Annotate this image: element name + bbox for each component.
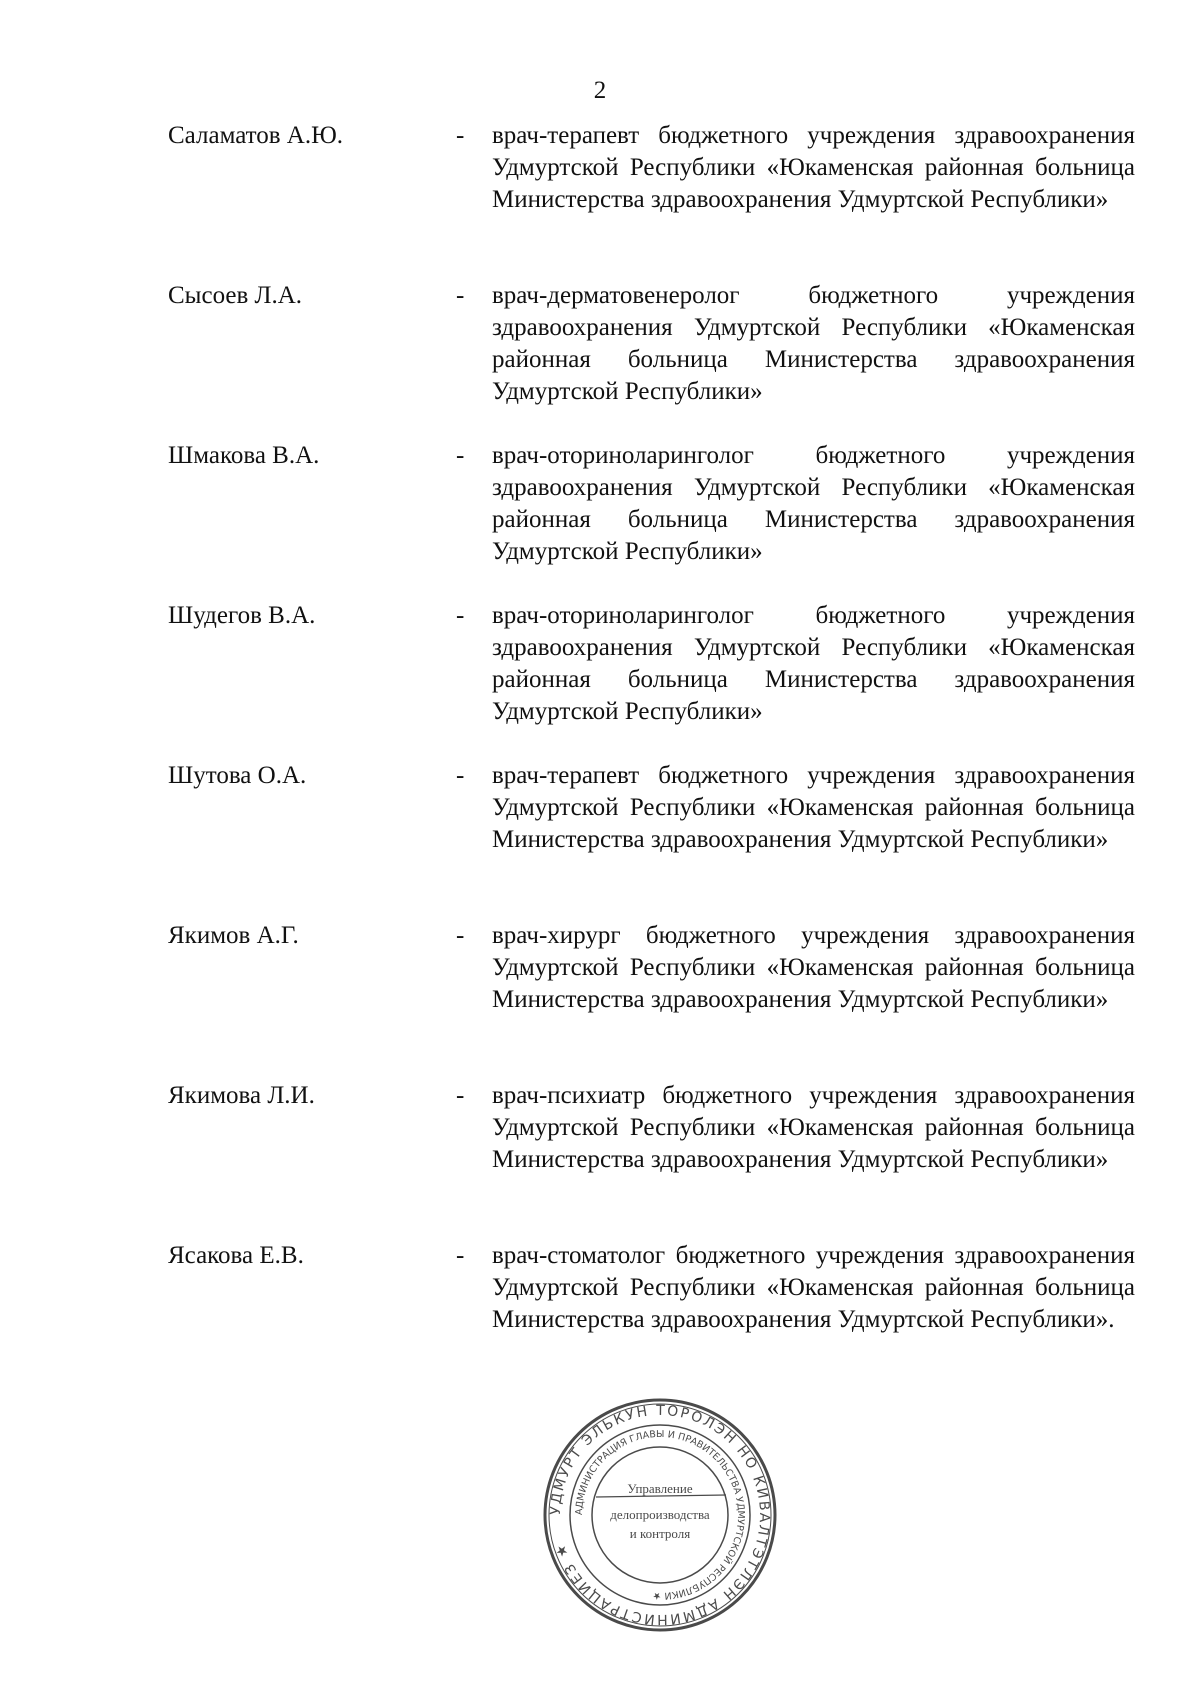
entry-list — [0, 120, 1200, 1400]
list-item — [0, 920, 1200, 1080]
list-item — [0, 1240, 1200, 1400]
list-item — [0, 1080, 1200, 1240]
separator-dash: - — [456, 1082, 465, 1109]
list-item — [0, 440, 1200, 600]
person-name: Шмакова В.А. — [168, 442, 320, 469]
person-name: Ясакова Е.В. — [168, 1242, 304, 1269]
person-name: Шутова О.А. — [168, 762, 307, 789]
position-description: врач-стоматолог бюджетного учреждения здравоохранения Удмуртской Республики «Юкаменская районная больница Министерства здравоохранения Удмуртской Республики». — [492, 1242, 1135, 1333]
person-name: Сысоев Л.А. — [168, 282, 303, 309]
stamp-center-line2: делопроизводства — [610, 1507, 710, 1522]
position-description: врач-терапевт бюджетного учреждения здравоохранения Удмуртской Республики «Юкаменская районная больница Министерства здравоохранения Удмуртской Республики» — [492, 762, 1135, 853]
person-name: Якимова Л.И. — [168, 1082, 315, 1109]
separator-dash: - — [456, 602, 465, 629]
person-name: Якимов А.Г. — [168, 922, 299, 949]
stamp-inner-textpath: АДМИНИСТРАЦИЯ ГЛАВЫ И ПРАВИТЕЛЬСТВА УДМУРТСКОЙ РЕСПУБЛИКИ ★ — [573, 1428, 747, 1602]
position-description: врач-дерматовенеролог бюджетного учреждения здравоохранения Удмуртской Республики «Юкаменская районная больница Министерства здравоохранения Удмуртской Республики» — [492, 282, 1135, 405]
stamp-seal-icon — [540, 1395, 780, 1635]
position-description: врач-оториноларинголог бюджетного учреждения здравоохранения Удмуртской Республики «Юкаменская районная больница Министерства здравоохранения Удмуртской Республики» — [492, 442, 1135, 565]
position-description: врач-психиатр бюджетного учреждения здравоохранения Удмуртской Республики «Юкаменская районная больница Министерства здравоохранения Удмуртской Республики» — [492, 1082, 1135, 1173]
separator-dash: - — [456, 442, 465, 469]
stamp-center-line1: Управление — [627, 1481, 693, 1496]
position-description: врач-терапевт бюджетного учреждения здравоохранения Удмуртской Республики «Юкаменская районная больница Министерства здравоохранения Удмуртской Республики» — [492, 122, 1135, 213]
list-item — [0, 600, 1200, 760]
separator-dash: - — [456, 122, 465, 149]
stamp-outer-textpath: УДМУРТ ЭЛЬКУН ТОРОЛЭН НО КИВАЛТЭТЛЭН АДМИНИСТРАЦИЕЗ ★ — [547, 1402, 773, 1628]
position-description: врач-оториноларинголог бюджетного учреждения здравоохранения Удмуртской Республики «Юкаменская районная больница Министерства здравоохранения Удмуртской Республики» — [492, 602, 1135, 725]
separator-dash: - — [456, 1242, 465, 1269]
page-number: 2 — [593, 77, 607, 104]
position-description: врач-хирург бюджетного учреждения здравоохранения Удмуртской Республики «Юкаменская районная больница Министерства здравоохранения Удмуртской Республики» — [492, 922, 1135, 1013]
person-name: Шудегов В.А. — [168, 602, 316, 629]
separator-dash: - — [456, 922, 465, 949]
separator-dash: - — [456, 762, 465, 789]
person-name: Саламатов А.Ю. — [168, 122, 344, 149]
official-stamp — [540, 1395, 780, 1635]
list-item — [0, 760, 1200, 920]
separator-dash: - — [456, 282, 465, 309]
stamp-center-line3: и контроля — [629, 1526, 691, 1541]
list-item — [0, 120, 1200, 280]
list-item — [0, 280, 1200, 440]
